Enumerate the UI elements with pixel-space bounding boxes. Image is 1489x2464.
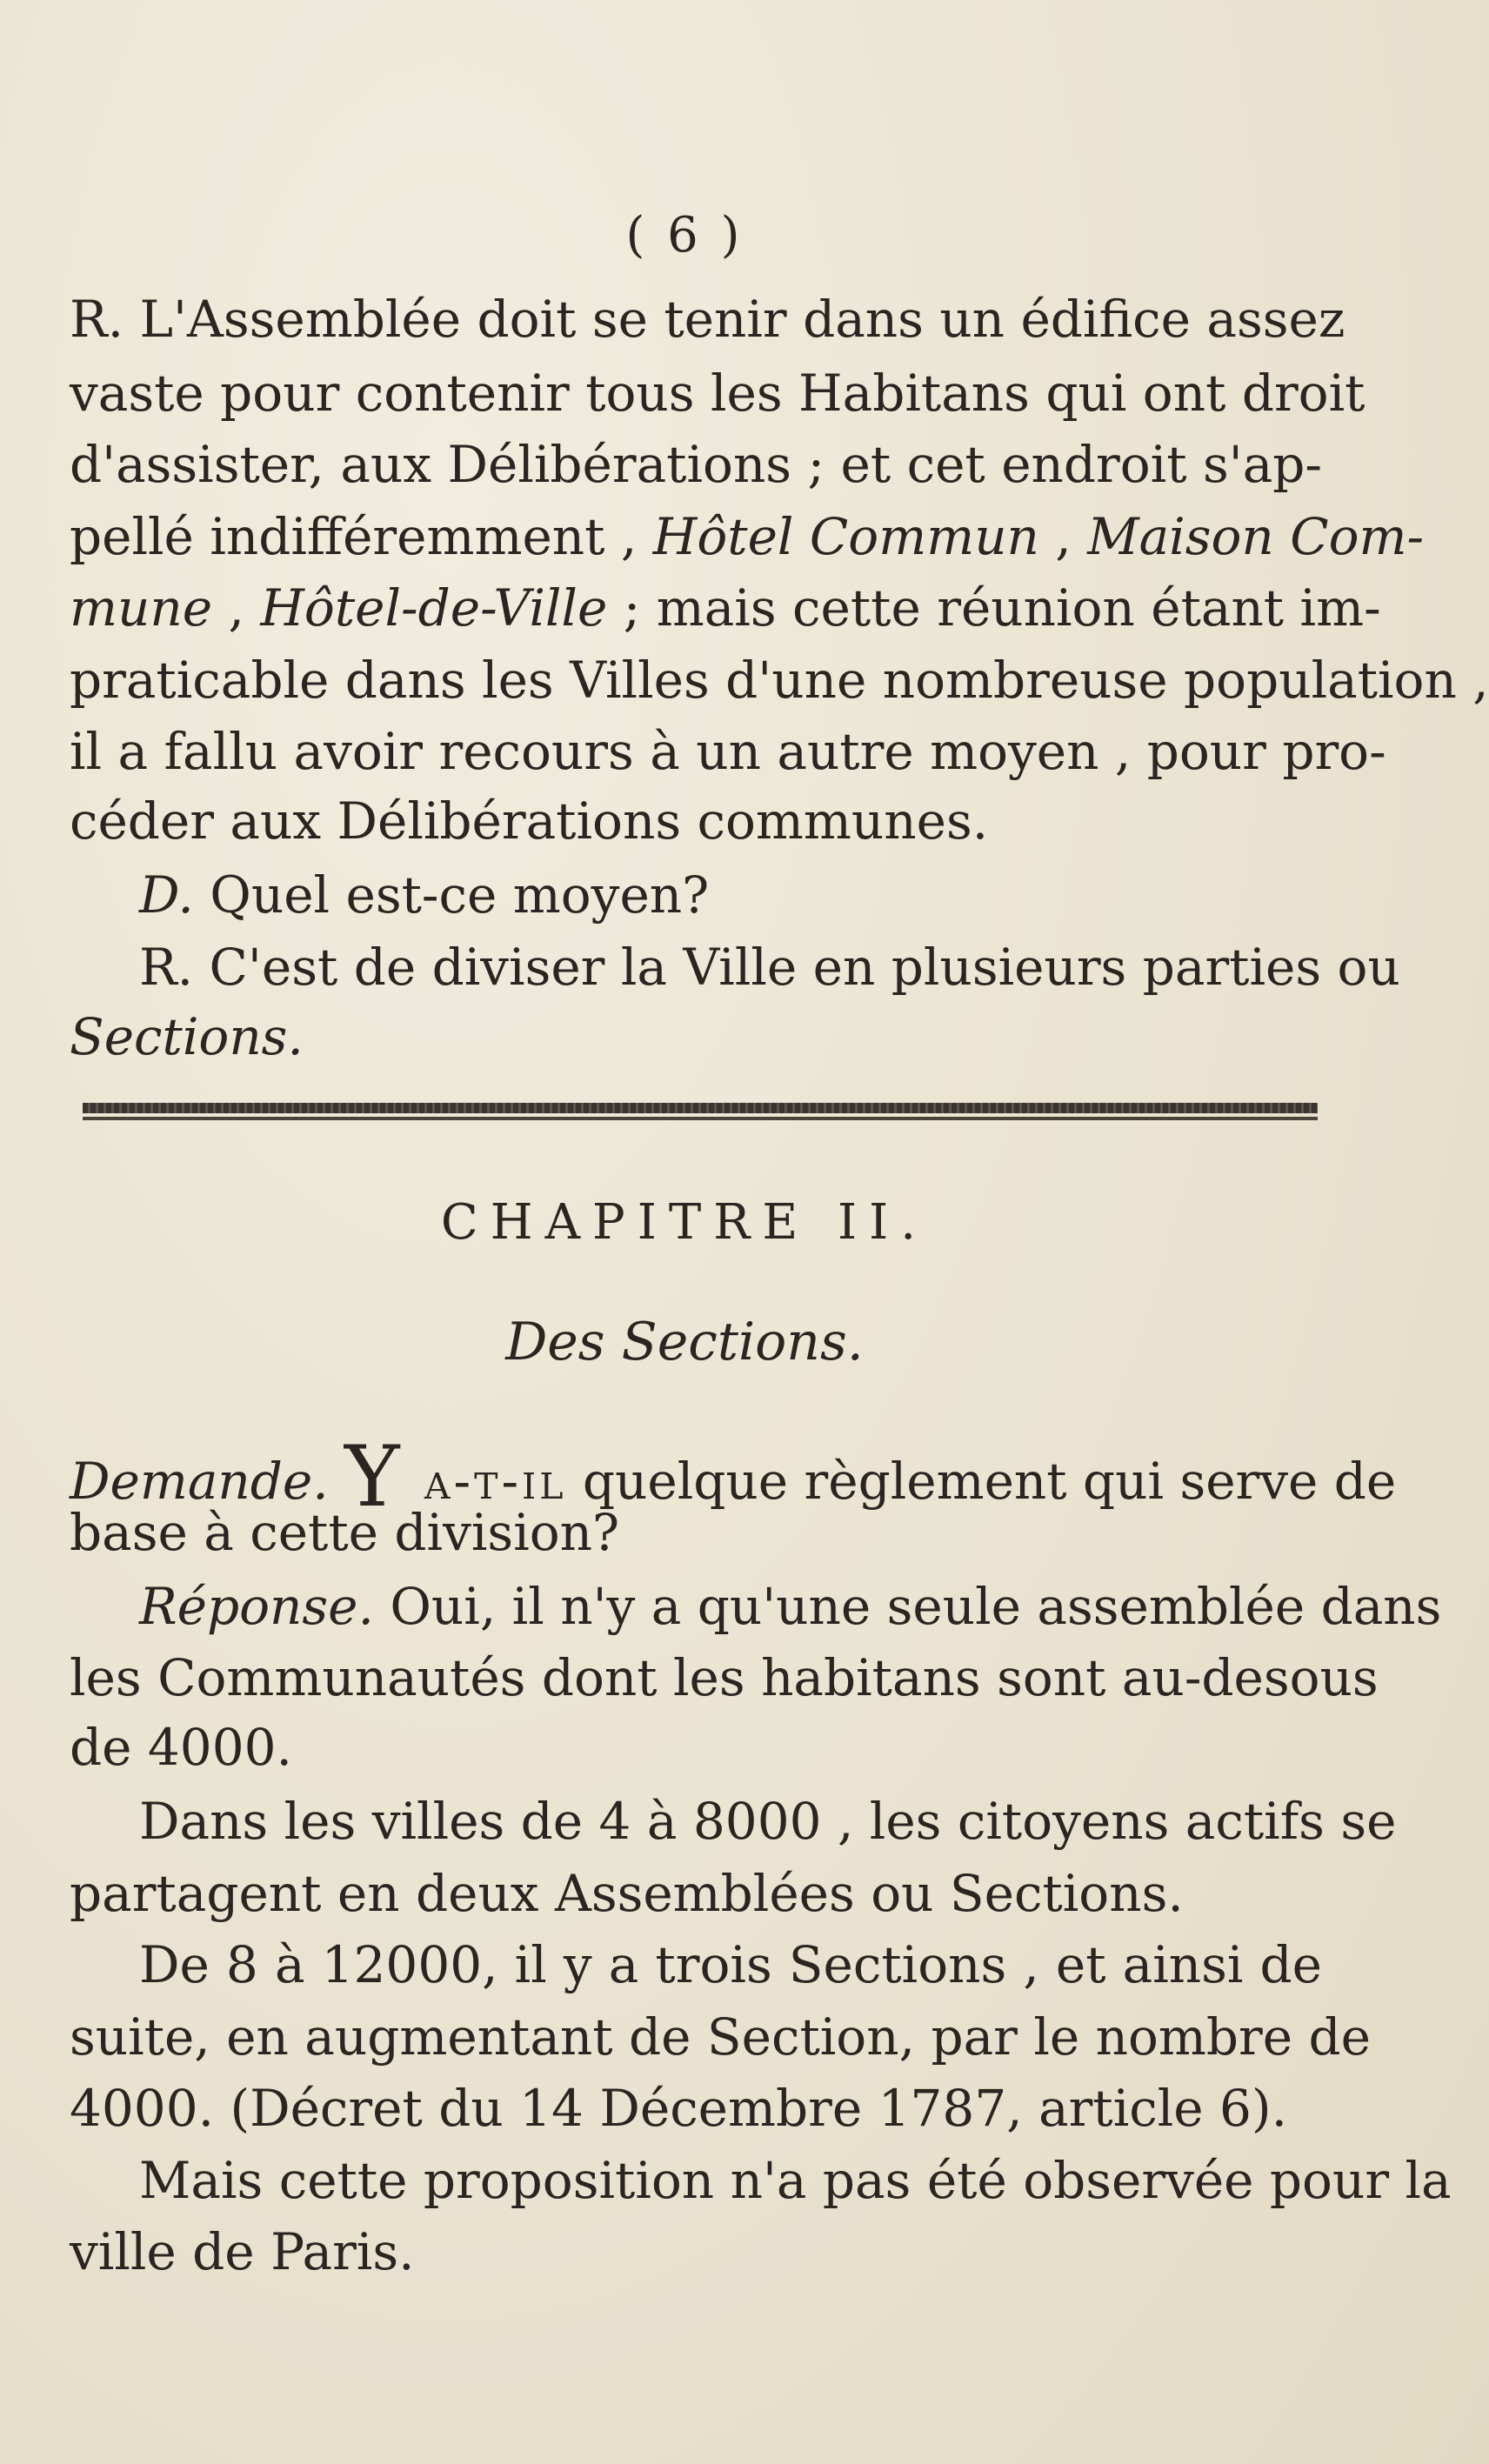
- chapter-heading: CHAPITRE II.: [440, 1194, 929, 1251]
- text-line: Mais cette proposition n'a pas été observée pour la: [139, 2151, 1452, 2210]
- text-line: 4000. (Décret du 14 Décembre 1787, article 6).: [70, 2079, 1288, 2138]
- text-line: d'assister, aux Délibérations ; et cet endroit s'ap-: [70, 435, 1322, 494]
- text-line: pellé indifféremment , Hôtel Commun , Maison Com-: [70, 507, 1425, 566]
- page-number: ( 6 ): [625, 207, 744, 264]
- text-line: praticable dans les Villes d'une nombreuse population ,: [70, 651, 1489, 710]
- ornamental-rule: [83, 1103, 1318, 1113]
- demande-caps: a-t-il: [424, 1452, 567, 1511]
- text-line: vaste pour contenir tous les Habitans qui ont droit: [70, 364, 1365, 423]
- text-line: R. L'Assemblée doit se tenir dans un édifice assez: [70, 290, 1345, 349]
- text-line: De 8 à 12000, il y a trois Sections , et ainsi de: [139, 1935, 1322, 1994]
- text-line: R. C'est de diviser la Ville en plusieurs parties ou: [139, 938, 1400, 997]
- demande-rest: quelque règlement qui serve de: [582, 1452, 1397, 1511]
- text-line: Dans les villes de 4 à 8000 , les citoyens actifs se: [139, 1792, 1397, 1851]
- drop-initial: Y: [344, 1428, 400, 1526]
- text-line: Sections.: [70, 1007, 304, 1066]
- text-line: suite, en augmentant de Section, par le nombre de: [70, 2007, 1371, 2067]
- demande-label: Demande.: [70, 1452, 329, 1511]
- text-line: partagent en deux Assemblées ou Sections.: [70, 1864, 1184, 1923]
- text-line: base à cette division?: [70, 1503, 620, 1562]
- text-line: céder aux Délibérations communes.: [70, 791, 989, 851]
- text-line: de 4000.: [70, 1718, 292, 1777]
- text-line: il a fallu avoir recours à un autre moyen , pour pro-: [70, 722, 1386, 781]
- text-line: les Communautés dont les habitans sont au-desous: [70, 1648, 1379, 1707]
- text-line: ville de Paris.: [70, 2222, 415, 2281]
- question-line: D. Quel est-ce moyen?: [139, 865, 710, 925]
- text-line: Réponse. Oui, il n'y a qu'une seule assemblée dans: [139, 1577, 1442, 1636]
- text-line: mune , Hôtel-de-Ville ; mais cette réunion étant im-: [70, 578, 1381, 638]
- section-title: Des Sections.: [505, 1312, 864, 1372]
- ornamental-rule-thin: [83, 1117, 1318, 1120]
